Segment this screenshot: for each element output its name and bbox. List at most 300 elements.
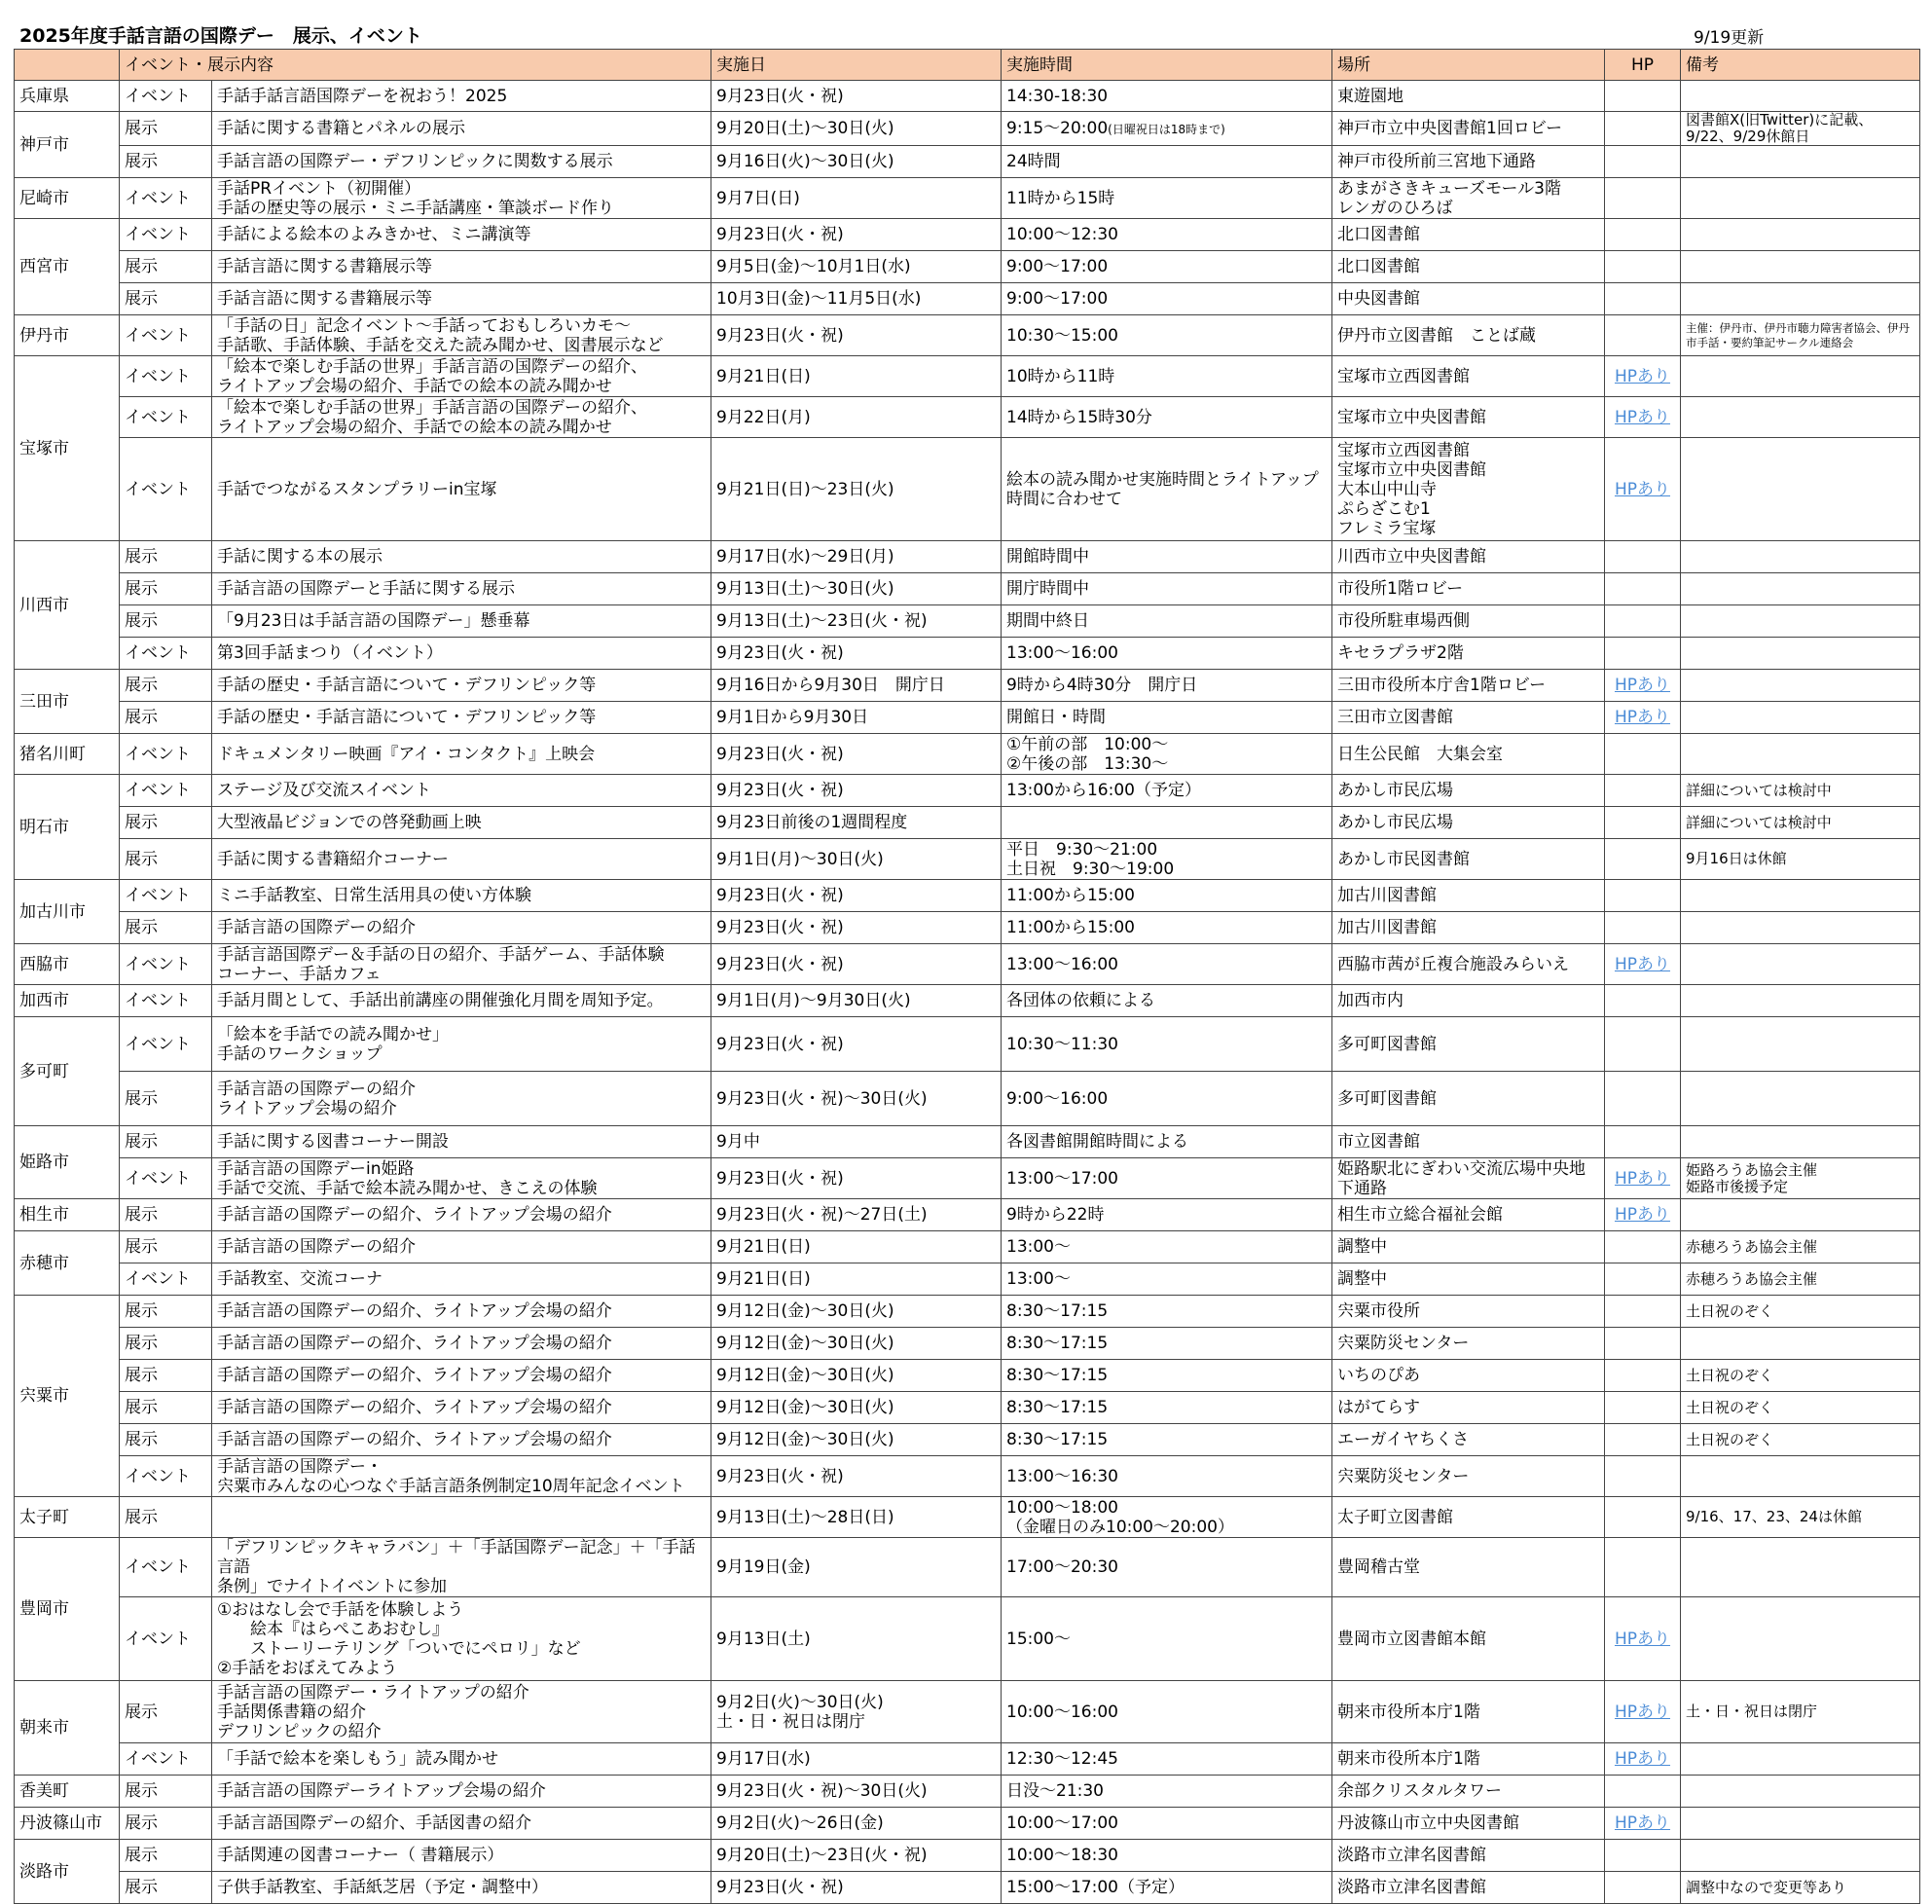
time-cell xyxy=(1002,81,1332,112)
updated-date: 9/19更新 xyxy=(1694,28,1765,48)
type-cell: 展示 xyxy=(120,573,212,605)
table-row xyxy=(15,573,1920,605)
type-cell: イベント xyxy=(120,1263,212,1296)
content-cell: ミニ手話教室、日常生活用具の使い方体験 xyxy=(212,880,711,912)
content-cell: 手話言語の国際デーの紹介、ライトアップ会場の紹介 xyxy=(212,1392,711,1424)
table-row xyxy=(15,1296,1920,1328)
hp-cell xyxy=(1605,1456,1681,1497)
note-cell xyxy=(1681,670,1920,702)
table-row xyxy=(15,605,1920,638)
type-cell: 展示 xyxy=(120,1776,212,1808)
date-cell: 9月21日(日) xyxy=(711,356,1002,397)
place-cell: 多可町図書館 xyxy=(1332,1072,1605,1126)
time-cell xyxy=(1002,944,1332,985)
note-cell xyxy=(1681,251,1920,283)
date-cell: 9月23日(火・祝) xyxy=(711,1017,1002,1072)
type-cell: イベント xyxy=(120,1017,212,1072)
table-row xyxy=(15,1072,1920,1126)
date-cell: 9月23日(火・祝) xyxy=(711,638,1002,670)
time-cell xyxy=(1002,1263,1332,1296)
time-cell xyxy=(1002,1743,1332,1776)
municipality-cell: 神戸市 xyxy=(15,112,120,178)
table-row xyxy=(15,1017,1920,1072)
type-cell: イベント xyxy=(120,397,212,438)
date-cell: 9月23日(火・祝) xyxy=(711,775,1002,807)
place-cell: 北口図書館 xyxy=(1332,251,1605,283)
time-text: 9時から4時30分 開庁日 xyxy=(1006,676,1198,695)
hp-cell xyxy=(1605,807,1681,839)
time-cell xyxy=(1002,1681,1332,1743)
time-text: 11:00から15:00 xyxy=(1006,918,1135,937)
place-cell: 神戸市役所前三宮地下通路 xyxy=(1332,146,1605,178)
time-cell xyxy=(1002,1231,1332,1263)
municipality-cell: 姫路市 xyxy=(15,1126,120,1199)
hp-cell xyxy=(1605,1360,1681,1392)
content-cell: 手話言語の国際デー・ライトアップの紹介 手話関係書籍の紹介 デフリンピックの紹介 xyxy=(212,1681,711,1743)
type-cell: 展示 xyxy=(120,146,212,178)
time-text: ①午前の部 10:00～ ②午後の部 13:30～ xyxy=(1006,734,1169,774)
time-cell xyxy=(1002,1392,1332,1424)
type-cell: 展示 xyxy=(120,670,212,702)
hp-cell xyxy=(1605,880,1681,912)
time-text: 13:00～16:30 xyxy=(1006,1466,1118,1486)
content-cell: 手話による絵本のよみきかせ、ミニ講演等 xyxy=(212,219,711,251)
content-cell: 手話言語国際デー＆手話の日の紹介、手話ゲーム、手話体験 コーナー、手話カフェ xyxy=(212,944,711,985)
note-cell xyxy=(1681,880,1920,912)
content-cell: ステージ及び交流スイベント xyxy=(212,775,711,807)
time-text: 14:30-18:30 xyxy=(1006,86,1109,106)
time-text: 8:30～17:15 xyxy=(1006,1430,1109,1449)
time-cell xyxy=(1002,1497,1332,1538)
time-cell xyxy=(1002,178,1332,219)
content-cell: 手話言語の国際デーと手話に関する展示 xyxy=(212,573,711,605)
table-row xyxy=(15,734,1920,775)
municipality-cell: 川西市 xyxy=(15,541,120,670)
note-cell xyxy=(1681,944,1920,985)
content-cell: 手話に関する書籍とパネルの展示 xyxy=(212,112,711,146)
type-cell: 展示 xyxy=(120,702,212,734)
header-note: 備考 xyxy=(1681,50,1920,81)
hp-cell xyxy=(1605,1681,1681,1743)
place-cell: 伊丹市立図書館 ことば蔵 xyxy=(1332,315,1605,356)
type-cell: 展示 xyxy=(120,839,212,880)
date-cell: 9月23日(火・祝) xyxy=(711,1872,1002,1904)
hp-link[interactable]: HPあり xyxy=(1614,708,1671,727)
date-cell: 9月23日(火・祝)～30日(火) xyxy=(711,1776,1002,1808)
date-cell: 9月12日(金)～30日(火) xyxy=(711,1328,1002,1360)
table-row xyxy=(15,1776,1920,1808)
time-cell xyxy=(1002,1872,1332,1904)
municipality-cell: 丹波篠山市 xyxy=(15,1808,120,1840)
time-cell xyxy=(1002,807,1332,839)
hp-link[interactable]: HPあり xyxy=(1614,1749,1671,1769)
time-cell xyxy=(1002,541,1332,573)
type-cell: 展示 xyxy=(120,1296,212,1328)
time-text: 絵本の読み聞かせ実施時間とライトアップ 時間に合わせて xyxy=(1006,469,1319,509)
table-header-row xyxy=(15,50,1920,81)
time-cell xyxy=(1002,251,1332,283)
content-cell: 手話言語に関する書籍展示等 xyxy=(212,283,711,315)
time-cell xyxy=(1002,438,1332,541)
note-cell xyxy=(1681,912,1920,944)
header-city xyxy=(15,50,120,81)
note-cell xyxy=(1681,734,1920,775)
time-text: 8:30～17:15 xyxy=(1006,1334,1109,1353)
content-cell: 第3回手話まつり（イベント） xyxy=(212,638,711,670)
note-cell xyxy=(1681,605,1920,638)
note-cell: 赤穂ろうあ協会主催 xyxy=(1681,1231,1920,1263)
date-cell: 9月12日(金)～30日(火) xyxy=(711,1296,1002,1328)
hp-cell xyxy=(1605,1538,1681,1597)
hp-link[interactable]: HPあり xyxy=(1614,1702,1671,1722)
note-cell: 9/16、17、23、24は休館 xyxy=(1681,1497,1920,1538)
content-cell: 手話言語の国際デーの紹介 ライトアップ会場の紹介 xyxy=(212,1072,711,1126)
type-cell: 展示 xyxy=(120,605,212,638)
time-text: 8:30～17:15 xyxy=(1006,1366,1109,1385)
hp-cell xyxy=(1605,638,1681,670)
time-cell xyxy=(1002,1158,1332,1199)
hp-cell xyxy=(1605,1392,1681,1424)
date-cell: 9月23日(火・祝) xyxy=(711,880,1002,912)
time-cell xyxy=(1002,356,1332,397)
time-cell xyxy=(1002,775,1332,807)
hp-cell xyxy=(1605,1497,1681,1538)
content-cell: 手話に関する本の展示 xyxy=(212,541,711,573)
time-text: 期間中終日 xyxy=(1006,611,1089,631)
hp-cell xyxy=(1605,438,1681,541)
note-cell: 図書館X(旧Twitter)に記載、 9/22、9/29休館日 xyxy=(1681,112,1920,146)
type-cell: 展示 xyxy=(120,1126,212,1158)
note-cell xyxy=(1681,178,1920,219)
type-cell: イベント xyxy=(120,1538,212,1597)
municipality-cell: 香美町 xyxy=(15,1776,120,1808)
date-cell: 9月23日前後の1週間程度 xyxy=(711,807,1002,839)
hp-cell xyxy=(1605,573,1681,605)
time-text: 10:00～12:30 xyxy=(1006,225,1118,244)
note-cell: 土日祝のぞく xyxy=(1681,1392,1920,1424)
content-cell: 手話手話言語国際デーを祝おう！2025 xyxy=(212,81,711,112)
time-cell xyxy=(1002,638,1332,670)
place-cell: 宝塚市立西図書館 宝塚市立中央図書館 大本山中山寺 ぷらざこむ1 フレミラ宝塚 xyxy=(1332,438,1605,541)
table-row xyxy=(15,541,1920,573)
municipality-cell: 西脇市 xyxy=(15,944,120,985)
table-row xyxy=(15,283,1920,315)
date-cell: 9月2日(火)～26日(金) xyxy=(711,1808,1002,1840)
place-cell: 神戸市立中央図書館1回ロビー xyxy=(1332,112,1605,146)
hp-cell xyxy=(1605,1158,1681,1199)
date-cell: 9月23日(火・祝) xyxy=(711,1158,1002,1199)
hp-cell xyxy=(1605,734,1681,775)
table-row xyxy=(15,1328,1920,1360)
header-date: 実施日 xyxy=(711,50,1002,81)
note-cell xyxy=(1681,1328,1920,1360)
hp-cell xyxy=(1605,839,1681,880)
municipality-cell: 加西市 xyxy=(15,985,120,1017)
table-row xyxy=(15,146,1920,178)
content-cell: ①おはなし会で手話を体験しよう 絵本『はらぺこあおむし』 ストーリーテリング「ついでにペロリ」など ②手話をおぼえてみよう xyxy=(212,1597,711,1681)
table-row xyxy=(15,912,1920,944)
place-cell: 淡路市立津名図書館 xyxy=(1332,1872,1605,1904)
date-cell: 9月23日(火・祝) xyxy=(711,1456,1002,1497)
hp-cell xyxy=(1605,146,1681,178)
time-text: 開庁時間中 xyxy=(1006,579,1089,599)
time-cell xyxy=(1002,1199,1332,1231)
table-row xyxy=(15,1497,1920,1538)
table-row xyxy=(15,1597,1920,1681)
note-cell xyxy=(1681,541,1920,573)
hp-link[interactable]: HPあり xyxy=(1614,407,1671,427)
time-text: 9:00～17:00 xyxy=(1006,289,1109,309)
hp-link[interactable]: HPあり xyxy=(1614,479,1671,499)
type-cell: イベント xyxy=(120,219,212,251)
time-text: 日没～21:30 xyxy=(1006,1781,1104,1801)
date-cell: 9月23日(火・祝) xyxy=(711,81,1002,112)
content-cell: 「9月23日は手話言語の国際デー」懸垂幕 xyxy=(212,605,711,638)
date-cell: 9月1日(月)～9月30日(火) xyxy=(711,985,1002,1017)
note-cell: 土日祝のぞく xyxy=(1681,1360,1920,1392)
time-text: 平日 9:30～21:00 土日祝 9:30～19:00 xyxy=(1006,839,1175,879)
hp-cell xyxy=(1605,1199,1681,1231)
content-cell: 手話関連の図書コーナー（ 書籍展示） xyxy=(212,1840,711,1872)
table-row xyxy=(15,638,1920,670)
date-cell: 9月21日(日) xyxy=(711,1231,1002,1263)
place-cell: 多可町図書館 xyxy=(1332,1017,1605,1072)
table-row xyxy=(15,438,1920,541)
note-cell xyxy=(1681,1126,1920,1158)
hp-cell xyxy=(1605,702,1681,734)
time-text: 10時から11時 xyxy=(1006,366,1115,386)
note-cell xyxy=(1681,1808,1920,1840)
events-table xyxy=(14,49,1920,1904)
note-cell xyxy=(1681,438,1920,541)
time-cell xyxy=(1002,1360,1332,1392)
place-cell: 余部クリスタルタワー xyxy=(1332,1776,1605,1808)
content-cell: 手話言語の国際デーの紹介、ライトアップ会場の紹介 xyxy=(212,1296,711,1328)
content-cell: 子供手話教室、手話紙芝居（予定・調整中） xyxy=(212,1872,711,1904)
date-cell: 9月中 xyxy=(711,1126,1002,1158)
note-cell xyxy=(1681,397,1920,438)
time-text: 13:00から16:00（予定） xyxy=(1006,781,1201,800)
place-cell: 西脇市茜が丘複合施設みらいえ xyxy=(1332,944,1605,985)
date-cell: 9月13日(土)～23日(火・祝) xyxy=(711,605,1002,638)
time-text: 12:30～12:45 xyxy=(1006,1749,1118,1769)
hp-cell xyxy=(1605,670,1681,702)
municipality-cell: 赤穂市 xyxy=(15,1231,120,1296)
time-text: 開館時間中 xyxy=(1006,547,1089,567)
date-cell: 9月1日(月)～30日(火) xyxy=(711,839,1002,880)
type-cell: 展示 xyxy=(120,1360,212,1392)
type-cell: イベント xyxy=(120,734,212,775)
time-cell xyxy=(1002,605,1332,638)
content-cell: 手話教室、交流コーナ xyxy=(212,1263,711,1296)
municipality-cell: 西宮市 xyxy=(15,219,120,315)
hp-cell xyxy=(1605,541,1681,573)
time-text: 10:30～11:30 xyxy=(1006,1034,1118,1054)
time-text: 8:30～17:15 xyxy=(1006,1301,1109,1321)
type-cell: 展示 xyxy=(120,1497,212,1538)
date-cell: 9月1日から9月30日 xyxy=(711,702,1002,734)
date-cell: 9月13日(土) xyxy=(711,1597,1002,1681)
hp-link[interactable]: HPあり xyxy=(1614,1629,1671,1649)
header-hp: HP xyxy=(1605,50,1681,81)
municipality-cell: 朝来市 xyxy=(15,1681,120,1776)
content-cell xyxy=(212,1497,711,1538)
time-cell xyxy=(1002,985,1332,1017)
table-row xyxy=(15,1681,1920,1743)
note-cell xyxy=(1681,702,1920,734)
note-cell xyxy=(1681,1538,1920,1597)
date-cell: 9月12日(金)～30日(火) xyxy=(711,1424,1002,1456)
time-cell xyxy=(1002,1840,1332,1872)
time-cell xyxy=(1002,1538,1332,1597)
hp-cell xyxy=(1605,1776,1681,1808)
hp-cell xyxy=(1605,1743,1681,1776)
time-cell xyxy=(1002,1597,1332,1681)
type-cell: 展示 xyxy=(120,251,212,283)
table-row xyxy=(15,1231,1920,1263)
place-cell: 市立図書館 xyxy=(1332,1126,1605,1158)
time-cell xyxy=(1002,1328,1332,1360)
time-text: 17:00～20:30 xyxy=(1006,1557,1118,1577)
date-cell: 9月20日(土)～23日(火・祝) xyxy=(711,1840,1002,1872)
time-text: 10:00～16:00 xyxy=(1006,1702,1118,1722)
content-cell: 手話月間として、手話出前講座の開催強化月間を周知予定。 xyxy=(212,985,711,1017)
note-cell xyxy=(1681,1017,1920,1072)
place-cell: あかし市民図書館 xyxy=(1332,839,1605,880)
hp-link[interactable]: HPあり xyxy=(1614,1168,1671,1189)
type-cell: イベント xyxy=(120,638,212,670)
content-cell: 「絵本で楽しむ手話の世界」手話言語の国際デーの紹介、 ライトアップ会場の紹介、手話での絵本の読み聞かせ xyxy=(212,356,711,397)
hp-cell xyxy=(1605,283,1681,315)
place-cell: 三田市役所本庁舎1階ロビー xyxy=(1332,670,1605,702)
place-cell: 北口図書館 xyxy=(1332,219,1605,251)
time-text: 10:00～18:00 （金曜日のみ10:00～20:00） xyxy=(1006,1497,1234,1537)
table-row xyxy=(15,807,1920,839)
table-row xyxy=(15,1840,1920,1872)
municipality-cell: 宝塚市 xyxy=(15,356,120,541)
hp-cell xyxy=(1605,356,1681,397)
municipality-cell: 淡路市 xyxy=(15,1840,120,1904)
note-cell: 詳細については検討中 xyxy=(1681,807,1920,839)
table-row xyxy=(15,1158,1920,1199)
date-cell: 9月2日(火)～30日(火) 土・日・祝日は閉庁 xyxy=(711,1681,1002,1743)
hp-cell xyxy=(1605,1597,1681,1681)
table-row xyxy=(15,1424,1920,1456)
hp-cell xyxy=(1605,912,1681,944)
place-cell: 宝塚市立中央図書館 xyxy=(1332,397,1605,438)
date-cell: 9月16日(火)～30日(火) xyxy=(711,146,1002,178)
hp-cell xyxy=(1605,775,1681,807)
place-cell: 加西市内 xyxy=(1332,985,1605,1017)
content-cell: 「手話の日」記念イベント～手話っておもしろいカモ～ 手話歌、手話体験、手話を交えた読み聞かせ、図書展示など xyxy=(212,315,711,356)
place-cell: キセラプラザ2階 xyxy=(1332,638,1605,670)
place-cell: 宍粟市役所 xyxy=(1332,1296,1605,1328)
type-cell: イベント xyxy=(120,880,212,912)
time-text: 9:00～16:00 xyxy=(1006,1088,1109,1109)
note-cell: 土・日・祝日は閉庁 xyxy=(1681,1681,1920,1743)
table-row xyxy=(15,1538,1920,1597)
hp-cell xyxy=(1605,1231,1681,1263)
time-cell xyxy=(1002,112,1332,146)
municipality-cell: 三田市 xyxy=(15,670,120,734)
note-cell: 土日祝のぞく xyxy=(1681,1296,1920,1328)
time-text: 13:00～ xyxy=(1006,1269,1071,1289)
time-cell xyxy=(1002,1456,1332,1497)
note-cell xyxy=(1681,1072,1920,1126)
note-cell xyxy=(1681,573,1920,605)
time-text: 各団体の依頼による xyxy=(1006,991,1155,1010)
place-cell: 丹波篠山市立中央図書館 xyxy=(1332,1808,1605,1840)
date-cell: 9月21日(日)～23日(火) xyxy=(711,438,1002,541)
time-text: 24時間 xyxy=(1006,152,1061,171)
type-cell: イベント xyxy=(120,1158,212,1199)
table-row xyxy=(15,251,1920,283)
content-cell: 手話言語の国際デーの紹介、ライトアップ会場の紹介 xyxy=(212,1360,711,1392)
hp-link[interactable]: HPあり xyxy=(1614,676,1671,695)
date-cell: 9月20日(土)～30日(火) xyxy=(711,112,1002,146)
hp-link[interactable]: HPあり xyxy=(1614,1813,1671,1833)
table-row xyxy=(15,1872,1920,1904)
time-text: 13:00～17:00 xyxy=(1006,1168,1118,1189)
time-text: 11時から15時 xyxy=(1006,188,1115,208)
hp-link[interactable]: HPあり xyxy=(1614,954,1671,974)
type-cell: 展示 xyxy=(120,1872,212,1904)
hp-cell xyxy=(1605,1017,1681,1072)
type-cell: イベント xyxy=(120,1743,212,1776)
content-cell: 手話言語の国際デー・ 宍粟市みんなの心つなぐ手話言語条例制定10周年記念イベント xyxy=(212,1456,711,1497)
note-cell xyxy=(1681,81,1920,112)
note-cell xyxy=(1681,985,1920,1017)
place-cell: 太子町立図書館 xyxy=(1332,1497,1605,1538)
time-cell xyxy=(1002,573,1332,605)
place-cell: あまがさきキューズモール3階 レンガのひろば xyxy=(1332,178,1605,219)
time-cell xyxy=(1002,839,1332,880)
type-cell: 展示 xyxy=(120,541,212,573)
content-cell: 大型液晶ビジョンでの啓発動画上映 xyxy=(212,807,711,839)
municipality-cell: 豊岡市 xyxy=(15,1538,120,1681)
type-cell: 展示 xyxy=(120,1424,212,1456)
hp-cell xyxy=(1605,219,1681,251)
note-cell: 土日祝のぞく xyxy=(1681,1424,1920,1456)
table-row xyxy=(15,670,1920,702)
place-cell: 川西市立中央図書館 xyxy=(1332,541,1605,573)
place-cell: あかし市民広場 xyxy=(1332,807,1605,839)
note-cell xyxy=(1681,283,1920,315)
hp-link[interactable]: HPあり xyxy=(1614,1205,1671,1225)
type-cell: イベント xyxy=(120,944,212,985)
hp-link[interactable]: HPあり xyxy=(1614,366,1671,386)
hp-cell xyxy=(1605,1840,1681,1872)
place-cell: 加古川図書館 xyxy=(1332,912,1605,944)
date-cell: 9月19日(金) xyxy=(711,1538,1002,1597)
type-cell: 展示 xyxy=(120,1199,212,1231)
type-cell: 展示 xyxy=(120,1328,212,1360)
table-row xyxy=(15,1808,1920,1840)
place-cell: エーガイヤちくさ xyxy=(1332,1424,1605,1456)
note-cell xyxy=(1681,356,1920,397)
type-cell: イベント xyxy=(120,775,212,807)
note-cell xyxy=(1681,1743,1920,1776)
content-cell: 手話言語の国際デー・デフリンピックに関数する展示 xyxy=(212,146,711,178)
time-cell xyxy=(1002,1072,1332,1126)
note-cell: 詳細については検討中 xyxy=(1681,775,1920,807)
type-cell: イベント xyxy=(120,81,212,112)
time-text: 8:30～17:15 xyxy=(1006,1398,1109,1417)
content-cell: 手話PRイベント（初開催） 手話の歴史等の展示・ミニ手話講座・筆談ボード作り xyxy=(212,178,711,219)
place-cell: 中央図書館 xyxy=(1332,283,1605,315)
time-text: 10:00～17:00 xyxy=(1006,1813,1118,1833)
note-cell: 主催：伊丹市、伊丹市聴力障害者協会、伊丹市手話・要約筆記サークル連絡会 xyxy=(1681,315,1920,356)
